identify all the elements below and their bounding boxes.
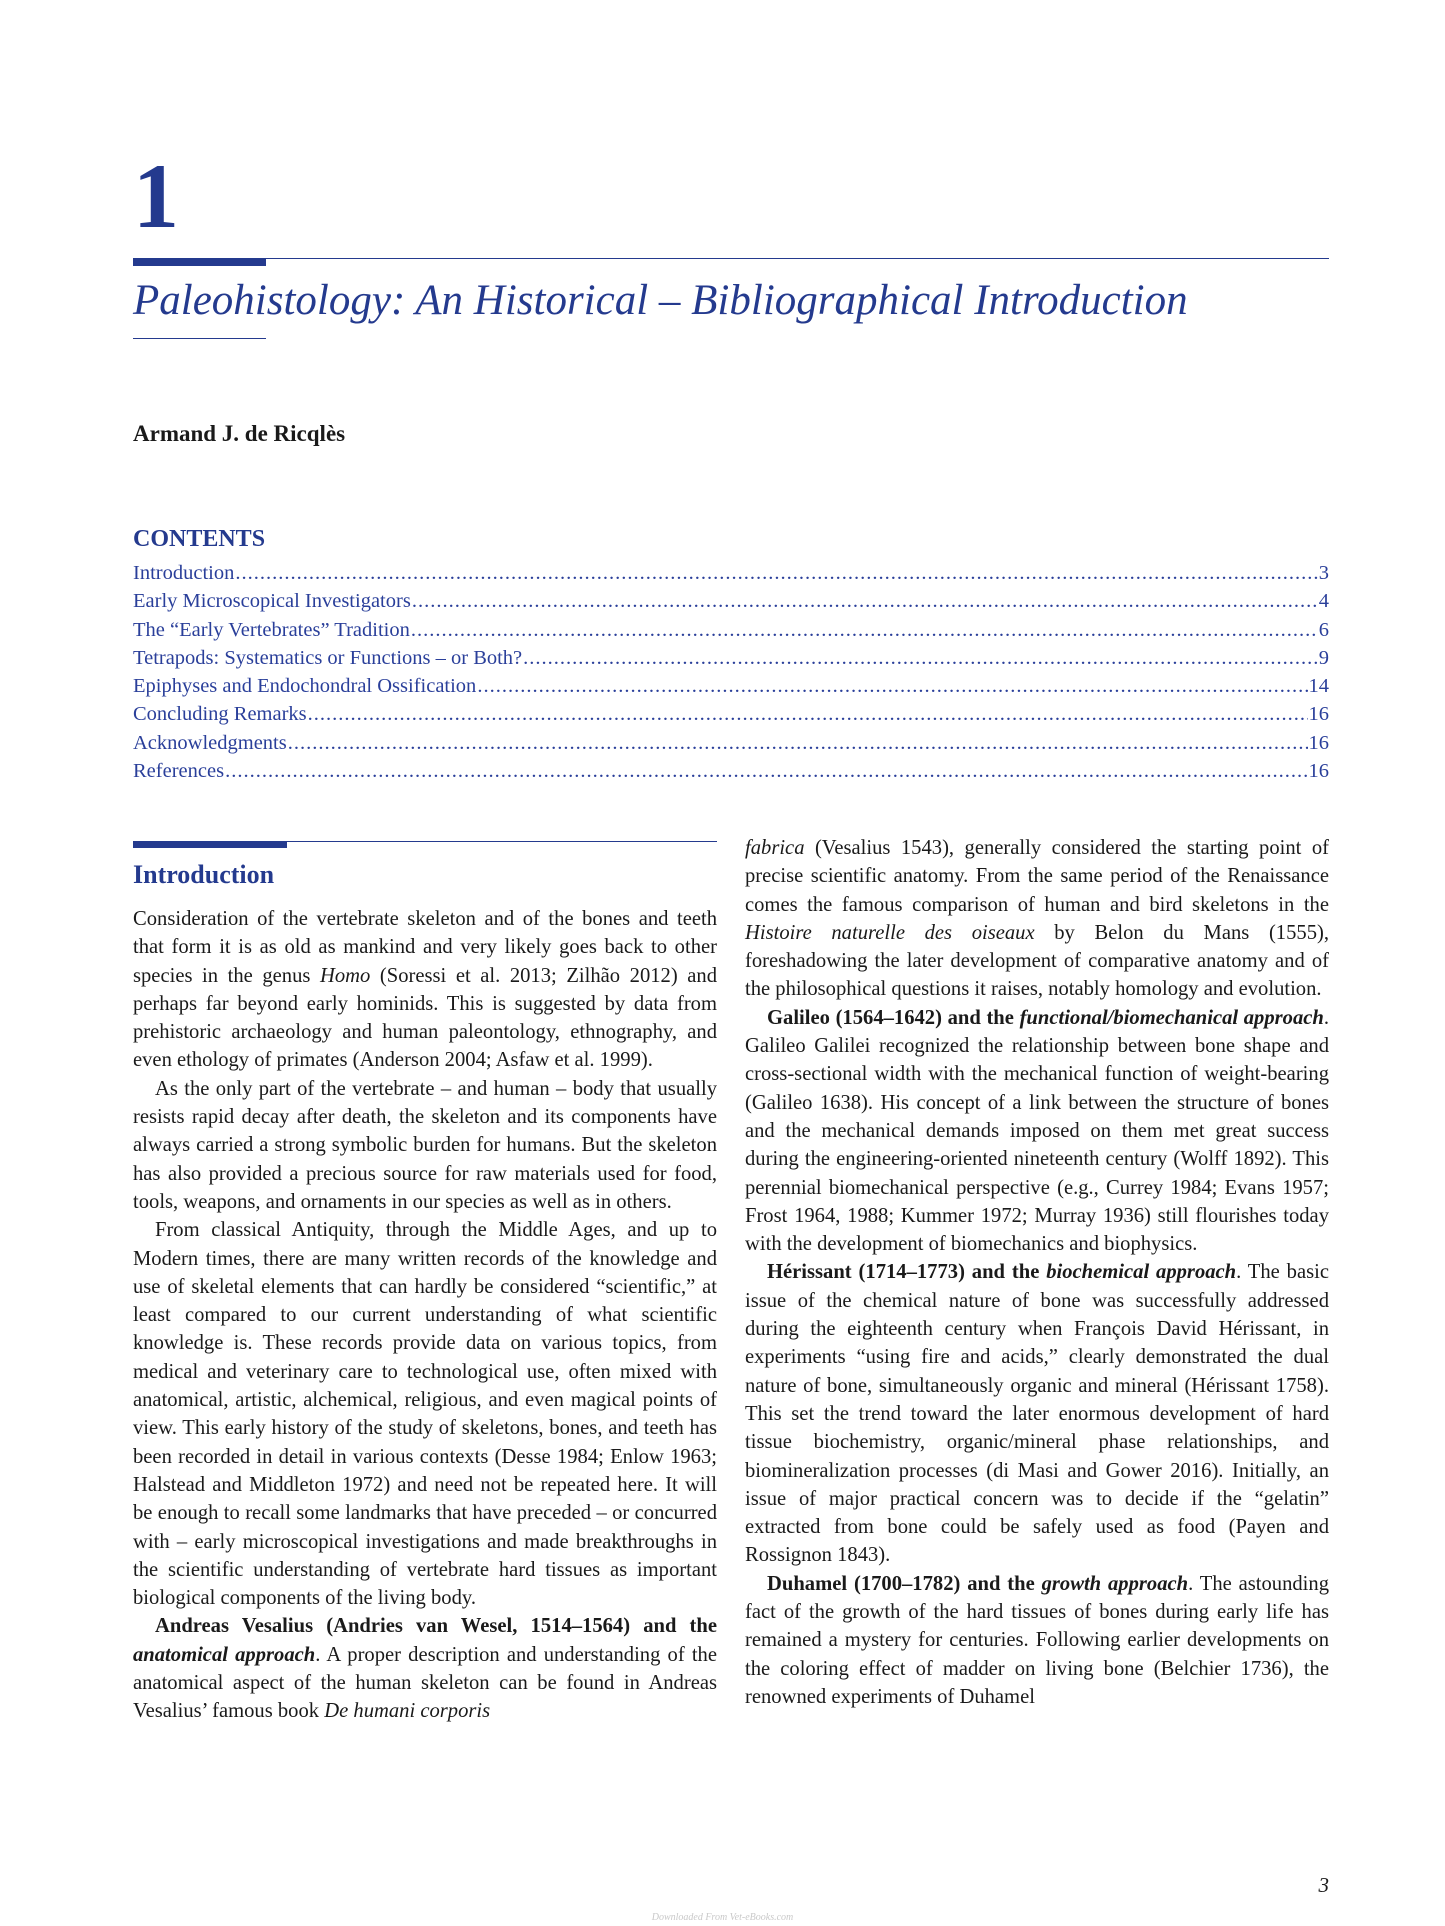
paragraph [745,1258,1329,1569]
italic-run: fabrica [745,837,805,859]
toc-item-tetrapods[interactable] [133,647,1329,675]
toc-label: Introduction [133,562,235,584]
text-run: . A proper description and understanding of the anatomical aspect of the human skeleton can be found in Andreas Vesalius’ famous book [133,1643,717,1723]
text-run: Consideration of the vertebrate skeleton and of the bones and teeth that form it is as old as mankind and very likely goes back to other species in the genus [133,908,717,987]
toc-label: The “Early Vertebrates” Tradition [133,618,410,641]
toc-label: References [133,760,225,783]
bold-italic-run: functional/biomechanical approach [1019,1006,1324,1029]
section-rule-thick [133,841,287,848]
title-underline [133,338,266,339]
bold-run: Hérissant (1714–1773) and the [767,1261,1047,1284]
text-run: . The astounding fact of the growth of the hard tissues of bones during early life has remained a mystery for centuries. Following earlier developments on the coloring effect of madder on living bone (Belchier 1736), the renowned experiments of Duhamel [745,1572,1329,1708]
toc-item-concluding[interactable] [133,703,1329,731]
paragraph [745,1004,1329,1259]
toc-page: 16 [1308,703,1329,726]
toc-page: 6 [1318,618,1329,641]
chapter-rule-thin [266,258,1329,259]
italic-run: De humani corporis [324,1700,491,1723]
toc-item-epiphyses[interactable] [133,675,1329,703]
chapter-title: Paleohistology: An Historical – Bibliographical Introduction [133,277,1188,324]
toc-leader [477,675,1307,698]
table-of-contents [133,562,1329,788]
bold-run: Galileo (1564–1642) and the [767,1006,1020,1029]
toc-page: 9 [1318,646,1329,669]
toc-page: 16 [1308,731,1329,754]
toc-leader [288,732,1308,755]
chapter-rule-thick [133,258,266,266]
text-run: . Galileo Galilei recognized the relationship between bone shape and cross-sectional width with the mechanical function of weight-bearing (Galileo 1638). His concept of a link between the structure of bones and the mechanical demands imposed on them met great success during the engineering-oriented nineteenth century (Wolff 1892). This perennial biomechanical perspective (e.g., Currey 1984; Evans 1957; Frost 1964, 1988; Kummer 1972; Murray 1936) still flourishes today with the development of biomechanics and biophysics. [745,1006,1329,1256]
paragraph [133,905,717,1075]
bold-run: Duhamel (1700–1782) and the [767,1572,1042,1595]
page-number: 3 [1318,1873,1329,1897]
chapter-number: 1 [133,145,179,247]
toc-leader [412,590,1318,613]
toc-page: 14 [1308,675,1329,698]
toc-item-acknowledgments[interactable] [133,732,1329,760]
paragraph: From classical Antiquity, through the Middle Ages, and up to Modern times, there are many written records of the knowledge and use of skeletal elements that can hardly be considered “scientific,” at least compared to our current understanding of what scientific knowledge is. These records provide data on various topics, from medical and veterinary care to technological use, often mixed with anatomical, artistic, alchemical, religious, and even magical points of view. This early history of the study of skeletons, bones, and teeth has been recorded in detail in various contexts (Desse 1984; Enlow 1963; Halstead and Middleton 1972) and need not be repeated here. It will be enough to recall some landmarks that have preceded – or concurred with – early microscopical investigations and made breakthroughs in the scientific understanding of vertebrate hard tissues as important biological components of the living body. [133,1219,717,1610]
paragraph [745,1570,1329,1711]
section-rule-thin [287,841,717,842]
italic-run: Homo [319,964,371,987]
toc-item-early-vertebrates[interactable] [133,619,1329,647]
text-column-right [745,834,1329,1711]
author-name: Armand J. de Ricqlès [133,421,346,446]
contents-heading: CONTENTS [133,526,266,552]
bold-italic-run: growth approach [1041,1572,1189,1595]
text-run: (Soressi et al. 2013; Zilhão 2012) and perhaps far beyond early hominids. This is suggested by data from prehistoric archaeology and human paleontology, ethnography, and even ethology of primates (Anderson 2004; Asfaw et al. 1999). [133,964,717,1072]
toc-item-introduction[interactable] [133,562,1329,590]
section-heading-introduction: Introduction [133,860,275,889]
toc-page: 3 [1318,562,1329,584]
download-watermark: Downloaded From Vet-eBooks.com [651,1912,794,1923]
toc-page: 4 [1318,590,1329,613]
toc-label: Acknowledgments [133,731,287,754]
text-run: by Belon du Mans (1555), foreshadowing the later development of comparative anatomy and of the philosophical questions it raises, notably homology and evolution. [745,921,1329,1001]
text-run: (Vesalius 1543), generally considered the starting point of precise scientific anatomy. From the same period of the Renaissance comes the famous comparison of human and bird skeletons in the [745,837,1329,916]
toc-leader [225,760,1307,783]
toc-page: 16 [1308,760,1329,783]
bold-italic-run: biochemical approach [1046,1261,1237,1284]
toc-leader [235,562,1317,585]
text-column-left [133,905,717,1726]
toc-leader [523,647,1318,670]
bold-italic-run: anatomical approach [133,1643,316,1666]
paragraph: As the only part of the vertebrate – and human – body that usually resists rapid decay after death, the skeleton and its components have always carried a strong symbolic burden for humans. But the skeleton has also provided a precious source for raw materials used for food, tools, weapons, and ornaments in our species as well as in others. [133,1077,717,1213]
toc-leader [411,619,1318,642]
bold-run: Andreas Vesalius (Andries van Wesel, 1514–1564) and the [155,1615,717,1638]
text-run: . The basic issue of the chemical nature of bone was successfully addressed during the eighteenth century when François David Hérissant, in experiments “using fire and acids,” clearly demonstrated the dual nature of bone, simultaneously organic and mineral (Hérissant 1758). This set the trend toward the later enormous development of hard tissue biochemistry, organic/mineral phase relationships, and biomineralization processes (di Masi and Gower 2016). Initially, an issue of major practical concern was to decide if the “gelatin” extracted from bone could be safely used as food (Payen and Rossignon 1843). [745,1261,1329,1567]
toc-label: Epiphyses and Endochondral Ossification [133,675,477,698]
toc-item-early-microscopical[interactable] [133,590,1329,618]
toc-label: Tetrapods: Systematics or Functions – or Both? [133,646,523,669]
italic-run: Histoire naturelle des oiseaux [745,921,1035,944]
paragraph [133,1612,717,1725]
toc-label: Concluding Remarks [133,703,307,726]
toc-item-references[interactable] [133,760,1329,788]
toc-label: Early Microscopical Investigators [133,590,411,613]
paragraph [745,834,1329,1004]
toc-leader [308,703,1308,726]
